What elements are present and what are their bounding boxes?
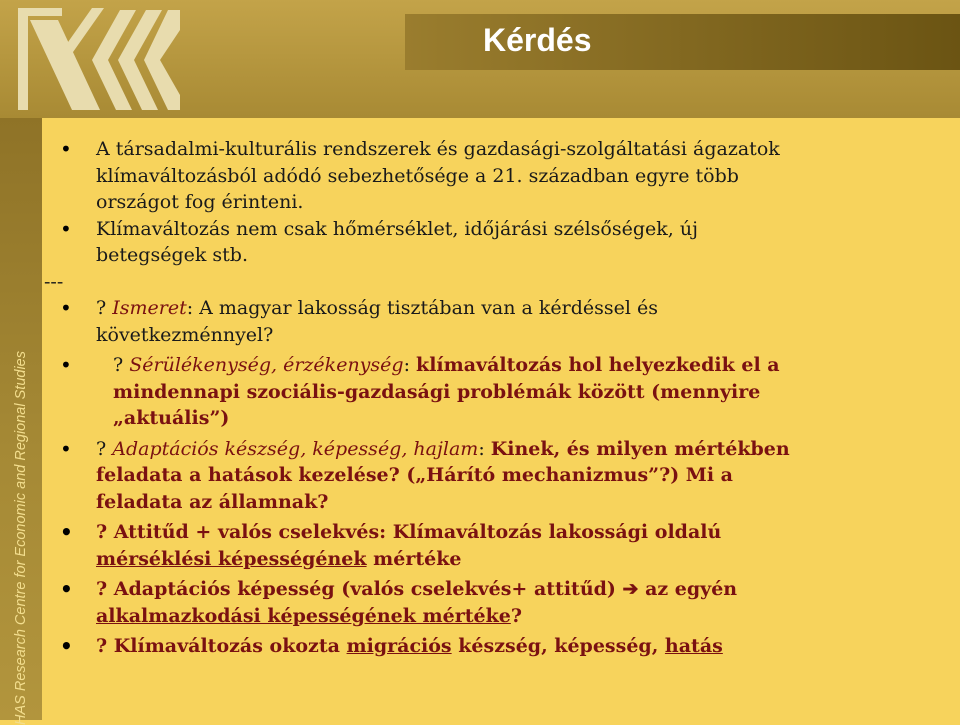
question-text: az egyén: [638, 578, 738, 600]
bullet-text-line: Klímaváltozás nem csak hőmérséklet, időjárási szélsőségek, új: [96, 217, 698, 240]
question-text: következménnyel?: [96, 323, 274, 346]
question-text: feladata az államnak?: [96, 490, 329, 513]
question-text: mértéke: [366, 547, 462, 570]
question-text-underlined: migrációs: [346, 635, 452, 657]
bullet-text-line: A társadalmi-kulturális rendszerek és gazdasági-szolgáltatási ágazatok: [96, 138, 780, 160]
bullet-item: [44, 216, 944, 243]
bullet-text-line: klímaváltozásból adódó sebezhetősége a 21. században egyre több: [96, 164, 739, 187]
sidebar-band: [0, 118, 42, 725]
question-text: feladata a hatások kezelése? („Hárító mechanizmus”?) Mi a: [96, 464, 733, 486]
question-adaptacios-continued: [44, 462, 944, 489]
question-serulekenyseg-continued: [44, 405, 944, 432]
question-text: Kinek, és milyen mértékben: [490, 437, 790, 460]
bullet-item: [44, 136, 944, 163]
bullet-text-line: betegségek stb.: [96, 244, 248, 266]
question-attitud: [44, 519, 944, 546]
bullet-item-continued: [44, 242, 944, 269]
bullet-dot-icon: •: [60, 137, 72, 161]
bullet-item-continued: [44, 189, 944, 216]
question-text: „aktuális”): [113, 407, 230, 429]
bullet-dot-icon: •: [60, 577, 73, 601]
question-ismeret: [44, 295, 944, 322]
question-mark: ?: [96, 297, 113, 319]
question-text: klímaváltozás hol helyezkedik el a: [416, 354, 780, 376]
question-adaptacios-kepesseg-continued: [44, 603, 944, 630]
question-text: : A magyar lakosság tisztában van a kérdéssel és: [186, 297, 659, 319]
bullet-dot-icon: •: [60, 296, 72, 320]
question-adaptacios-kepesseg: [44, 576, 944, 603]
question-attitud-continued: [44, 546, 944, 573]
question-adaptacios-continued: [44, 489, 944, 516]
question-label: Ismeret: [112, 297, 187, 319]
bullet-dot-icon: •: [60, 520, 73, 544]
slide-title: Kérdés: [483, 22, 592, 58]
question-serulekenyseg-continued: [44, 379, 944, 406]
separator-dashes: ---: [44, 270, 64, 293]
question-text: ? Klímaváltozás okozta: [96, 635, 347, 657]
question-colon: :: [403, 354, 417, 376]
question-ismeret-continued: [44, 322, 944, 349]
question-text: mindennapi szociális-gazdasági problémák között (mennyire: [113, 380, 761, 403]
bullet-dot-icon: •: [60, 634, 73, 658]
question-mark: ?: [96, 437, 113, 460]
bullet-dot-icon: •: [60, 353, 72, 377]
question-migracio: [44, 633, 944, 660]
right-arrow-icon: ➔: [622, 578, 639, 600]
question-text: ?: [510, 604, 523, 627]
bullet-dot-icon: •: [60, 436, 72, 461]
question-label: Sérülékenység, érzékenység: [129, 354, 404, 376]
bullet-item-continued: [44, 163, 944, 190]
question-text-underlined: hatás: [664, 635, 723, 657]
separator-line: [44, 269, 944, 296]
sidebar-vertical-text: HAS Research Centre for Economic and Regional Studies: [13, 351, 29, 725]
question-label: Adaptációs készség, képesség, hajlam: [112, 437, 479, 460]
question-text-underlined: mérséklési képességének: [96, 547, 367, 570]
question-text: ? Attitűd + valós cselekvés: Klímaváltozás lakossági oldalú: [96, 521, 722, 543]
question-mark: ?: [113, 354, 130, 376]
question-text: készség, képesség,: [451, 635, 665, 657]
question-text-underlined: alkalmazkodási képességének mértéke: [96, 604, 511, 627]
rkk-logo: [0, 0, 180, 118]
bullet-text-line: országot fog érinteni.: [96, 191, 304, 213]
question-colon: :: [478, 437, 491, 460]
question-serulekenyseg: [44, 352, 944, 379]
question-text: ? Adaptációs képesség (valós cselekvés+ attitűd): [96, 578, 623, 600]
bullet-dot-icon: •: [60, 216, 72, 241]
question-adaptacios-keszseg: [44, 436, 944, 463]
slide-content: [44, 136, 944, 660]
